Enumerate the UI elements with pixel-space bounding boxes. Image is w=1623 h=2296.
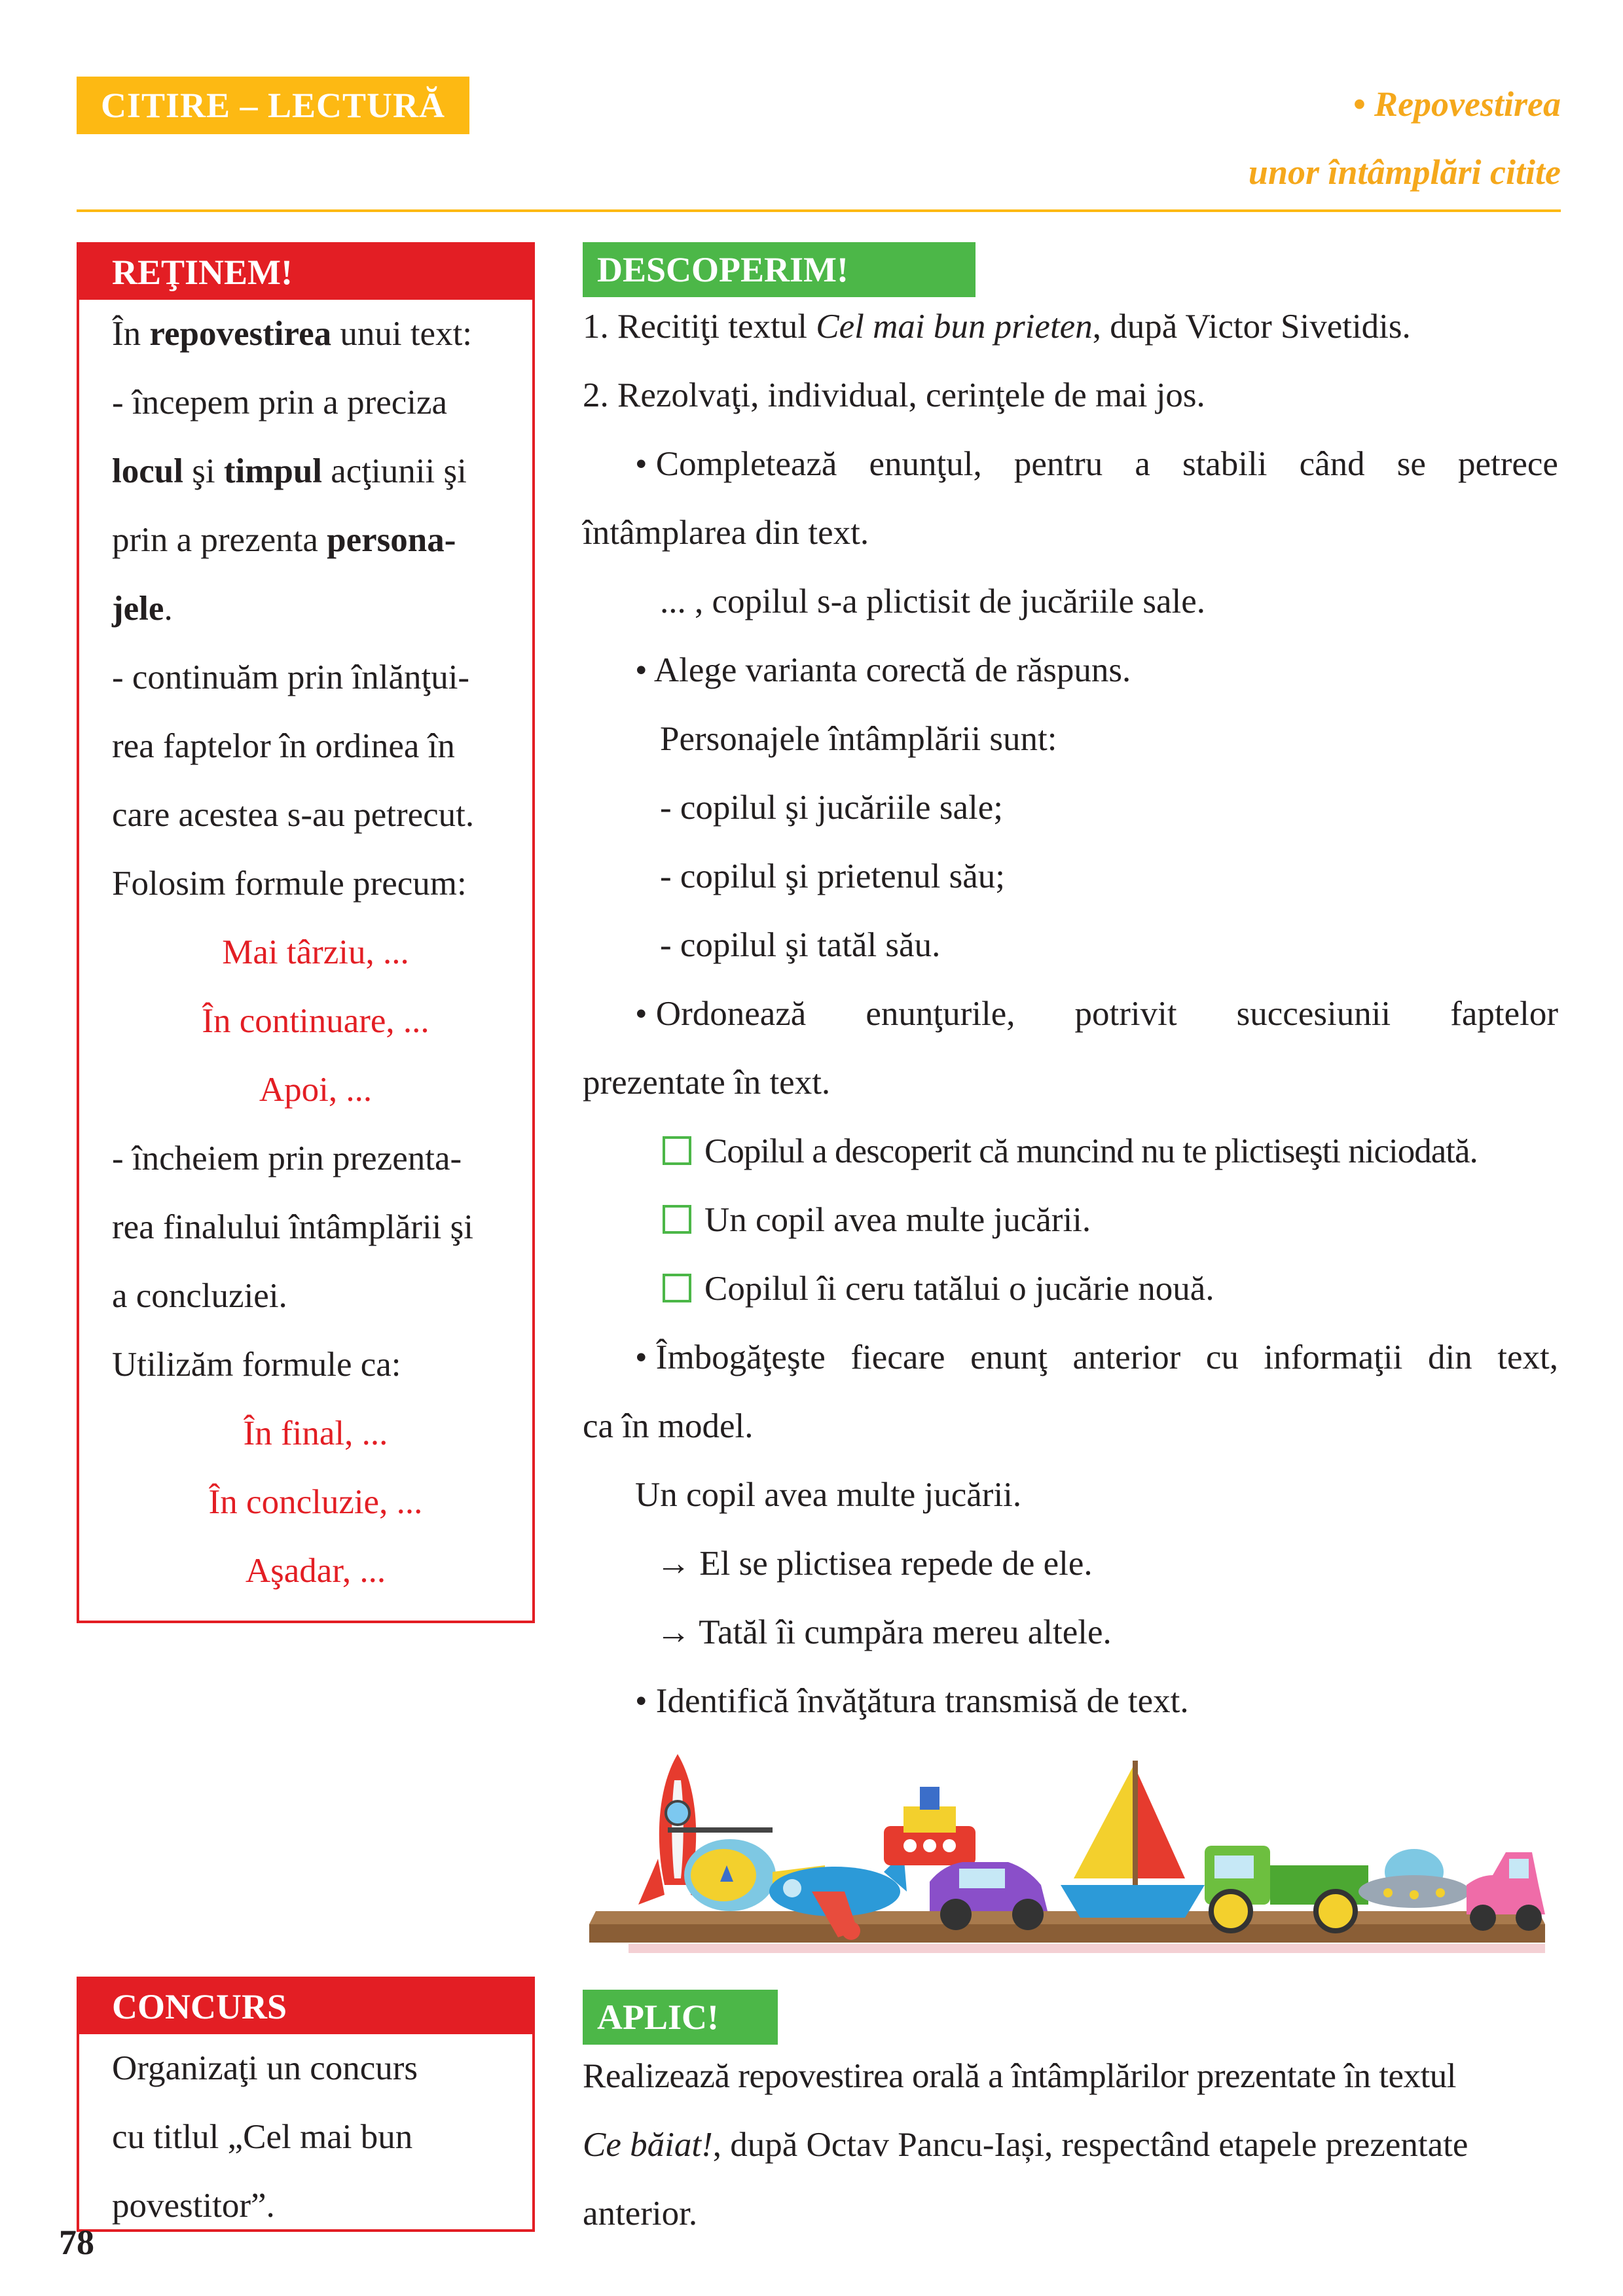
- aplic-content: [583, 2042, 1558, 2248]
- task-line: ca în model.: [583, 1407, 754, 1445]
- retinem-line: rea faptelor în ordinea în: [112, 727, 455, 765]
- answer-option[interactable]: - copilul şi tatăl său.: [660, 926, 941, 964]
- retinem-line: locul şi timpul acţiunii şi: [112, 452, 467, 490]
- retinem-line: - continuăm prin înlănţui-: [112, 658, 470, 696]
- task-line: întâmplarea din text.: [583, 514, 869, 552]
- descoperim-title: DESCOPERIM!: [583, 242, 976, 297]
- descoperim-content: [583, 293, 1558, 1736]
- checkbox[interactable]: [663, 1205, 691, 1234]
- retinem-line: În repovestirea unui text:: [112, 315, 473, 353]
- retinem-line: jele.: [112, 590, 173, 628]
- answer-option[interactable]: - copilul şi prietenul său;: [660, 857, 1005, 895]
- task-order-line: • Ordonează enunţurile, potrivit succesiunii faptelor: [635, 995, 1558, 1033]
- checkbox[interactable]: [663, 1274, 691, 1302]
- concurs-content: [79, 2034, 532, 2240]
- instruction-line: 2. Rezolvaţi, individual, cerinţele de mai jos.: [583, 376, 1205, 414]
- task-choose-line: • Alege varianta corectă de răspuns.: [635, 651, 1131, 689]
- fill-in-sentence: ... , copilul s-a plictisit de jucăriile sale.: [660, 583, 1206, 620]
- model-sentence: Un copil avea multe jucării.: [635, 1476, 1022, 1514]
- concurs-line: Organizaţi un concurs: [112, 2049, 418, 2087]
- shelf-shadow: [629, 1944, 1545, 1953]
- retinem-line: Utilizăm formule ca:: [112, 1346, 401, 1384]
- answer-option[interactable]: - copilul şi jucăriile sale;: [660, 789, 1003, 827]
- page-number: 78: [59, 2223, 94, 2262]
- lesson-subtitle-line1: • Repovestirea: [1353, 84, 1561, 124]
- retinem-line: a concluziei.: [112, 1277, 287, 1315]
- instruction-line: 1. Recitiţi textul Cel mai bun prieten, după Victor Sivetidis.: [583, 308, 1411, 346]
- concurs-box: [77, 1977, 535, 2232]
- section-badge: CITIRE – LECTURĂ: [77, 77, 469, 134]
- order-item: Copilul îi ceru tatălui o jucărie nouă.: [583, 1255, 1558, 1323]
- order-item: Un copil avea multe jucării.: [583, 1186, 1558, 1255]
- task-identify-line: • Identifică învăţătura transmisă de text.: [635, 1682, 1189, 1720]
- ship-toy: [884, 1787, 976, 1865]
- aplic-line: anterior.: [583, 2195, 698, 2233]
- aplic-title: APLIC!: [583, 1990, 778, 2045]
- formula-phrase: Apoi, ...: [259, 1071, 373, 1109]
- checkbox[interactable]: [663, 1136, 691, 1165]
- task-enrich-line: • Îmbogăţeşte fiecare enunţ anterior cu informaţii din text,: [635, 1338, 1558, 1376]
- retinem-line: care acestea s-au petrecut.: [112, 796, 475, 834]
- retinem-line: prin a prezenta persona-: [112, 521, 456, 559]
- formula-phrase: Aşadar, ...: [245, 1552, 386, 1590]
- header-divider: [77, 209, 1561, 212]
- aplic-line: Realizează repovestirea orală a întâmplărilor prezentate în textul: [583, 2057, 1456, 2095]
- model-sentence: → El se plictisea repede de ele.: [656, 1545, 1093, 1583]
- retinem-box: [77, 242, 535, 1623]
- sailboat-toy: [1061, 1761, 1205, 1918]
- toys-on-shelf-illustration: [576, 1734, 1558, 1957]
- task-complete-line: • Completează enunţul, pentru a stabili când se petrece: [635, 445, 1558, 483]
- question-line: Personajele întâmplării sunt:: [660, 720, 1057, 758]
- formula-phrase: Mai târziu, ...: [222, 933, 409, 971]
- concurs-line: cu titlul „Cel mai bun: [112, 2118, 413, 2156]
- retinem-line: - începem prin a preciza: [112, 384, 448, 422]
- task-line: prezentate în text.: [583, 1064, 831, 1102]
- concurs-line: povestitor”.: [112, 2187, 275, 2225]
- retinem-line: rea finalului întâmplării şi: [112, 1208, 473, 1246]
- aplic-line: Ce băiat!, după Octav Pancu-Iași, respectând etapele prezentate: [583, 2126, 1468, 2164]
- model-sentence: → Tatăl îi cumpăra mereu altele.: [656, 1613, 1112, 1651]
- order-item: Copilul a descoperit că muncind nu te plictiseşti niciodată.: [583, 1117, 1558, 1186]
- retinem-title: REŢINEM!: [79, 245, 532, 300]
- formula-phrase: În final, ...: [243, 1414, 388, 1452]
- retinem-line: Folosim formule precum:: [112, 865, 467, 903]
- formula-phrase: În continuare, ...: [202, 1002, 429, 1040]
- ufo-toy: [1359, 1849, 1470, 1908]
- retinem-content: [79, 300, 532, 1605]
- lesson-subtitle-line2: unor întâmplări citite: [1248, 152, 1561, 192]
- formula-phrase: În concluzie, ...: [208, 1483, 423, 1521]
- retinem-line: - încheiem prin prezenta-: [112, 1139, 462, 1177]
- concurs-title: CONCURS: [79, 1979, 532, 2034]
